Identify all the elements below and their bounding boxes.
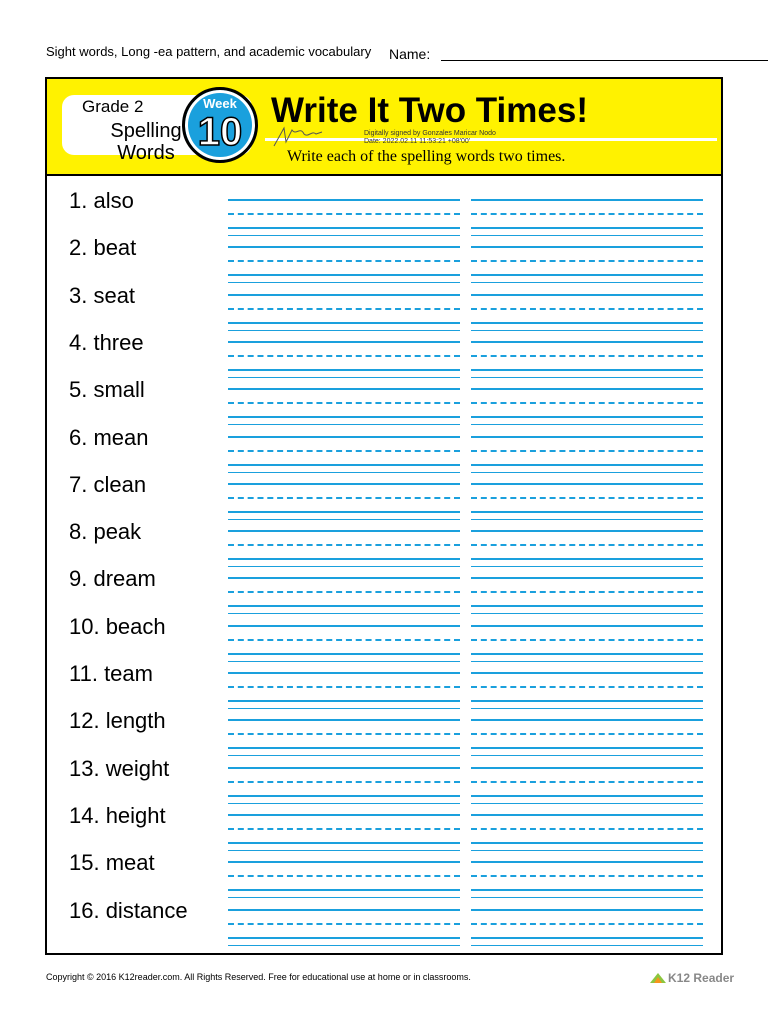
handwriting-lines-2[interactable]: [471, 909, 703, 949]
spelling-word: 2. beat: [69, 235, 137, 261]
week-number: 10: [197, 110, 243, 154]
word-row: [47, 182, 721, 229]
word-row: [47, 277, 721, 324]
word-row: [47, 371, 721, 418]
spelling-word: 5. small: [69, 377, 145, 403]
signature-line-2: Date: 2022.02.11 11:53:21 +08'00': [364, 138, 471, 145]
word-row: [47, 324, 721, 371]
spelling-line-2: Words: [117, 142, 175, 164]
spelling-line-1: Spelling: [110, 120, 182, 142]
worksheet-topline: [46, 44, 726, 66]
spelling-word: 16. distance: [69, 897, 188, 923]
logo-text: K12 Reader: [668, 971, 735, 985]
spelling-word: 13. weight: [69, 755, 170, 781]
spelling-word: 9. dream: [69, 566, 156, 592]
signature-text: [364, 130, 496, 146]
spelling-word: 11. team: [69, 661, 153, 686]
word-row: [47, 750, 721, 797]
grade-text: Grade 2: [82, 97, 144, 116]
k12reader-logo: [648, 967, 735, 989]
spelling-word: 12. length: [69, 708, 166, 734]
spelling-word: 7. clean: [69, 471, 147, 497]
signature-line-1: Digitally signed by Gonzales Maricar Nodo: [364, 130, 496, 137]
spelling-word: 6. mean: [69, 424, 149, 450]
digital-signature: [270, 122, 530, 152]
worksheet-subject: Sight words, Long -ea pattern, and academic vocabulary: [46, 44, 372, 59]
word-row: [47, 797, 721, 844]
word-row: [47, 229, 721, 276]
week-label: Week: [203, 96, 237, 111]
book-icon: [648, 969, 668, 987]
spelling-words-text: [100, 120, 192, 164]
word-row: [47, 513, 721, 560]
spelling-word: 4. three: [69, 329, 144, 355]
name-label: Name:: [389, 46, 431, 62]
word-row: [47, 560, 721, 607]
copyright-footer: Copyright © 2016 K12reader.com. All Rights Reserved. Free for educational use at home or in classrooms.: [46, 972, 471, 982]
spelling-word: 10. beach: [69, 613, 166, 639]
word-row: [47, 466, 721, 513]
spelling-word: 8. peak: [69, 519, 142, 545]
word-row: [47, 419, 721, 466]
spelling-word: 3. seat: [69, 282, 136, 308]
name-blank-line: [441, 60, 768, 61]
word-row: [47, 655, 721, 702]
instruction-text: Write each of the spelling words two times.: [287, 148, 566, 165]
word-row: [47, 844, 721, 891]
spelling-word: 15. meat: [69, 850, 155, 876]
spelling-word: 14. height: [69, 802, 166, 828]
signature-scribble-icon: [270, 122, 326, 150]
handwriting-lines-1[interactable]: [228, 909, 460, 949]
worksheet-frame: [45, 77, 723, 955]
week-badge: [182, 87, 258, 163]
page-title: Write It Two Times!: [271, 91, 588, 130]
word-row: [47, 892, 721, 939]
word-row: [47, 702, 721, 749]
spelling-word: 1. also: [69, 188, 134, 213]
word-row: [47, 608, 721, 655]
